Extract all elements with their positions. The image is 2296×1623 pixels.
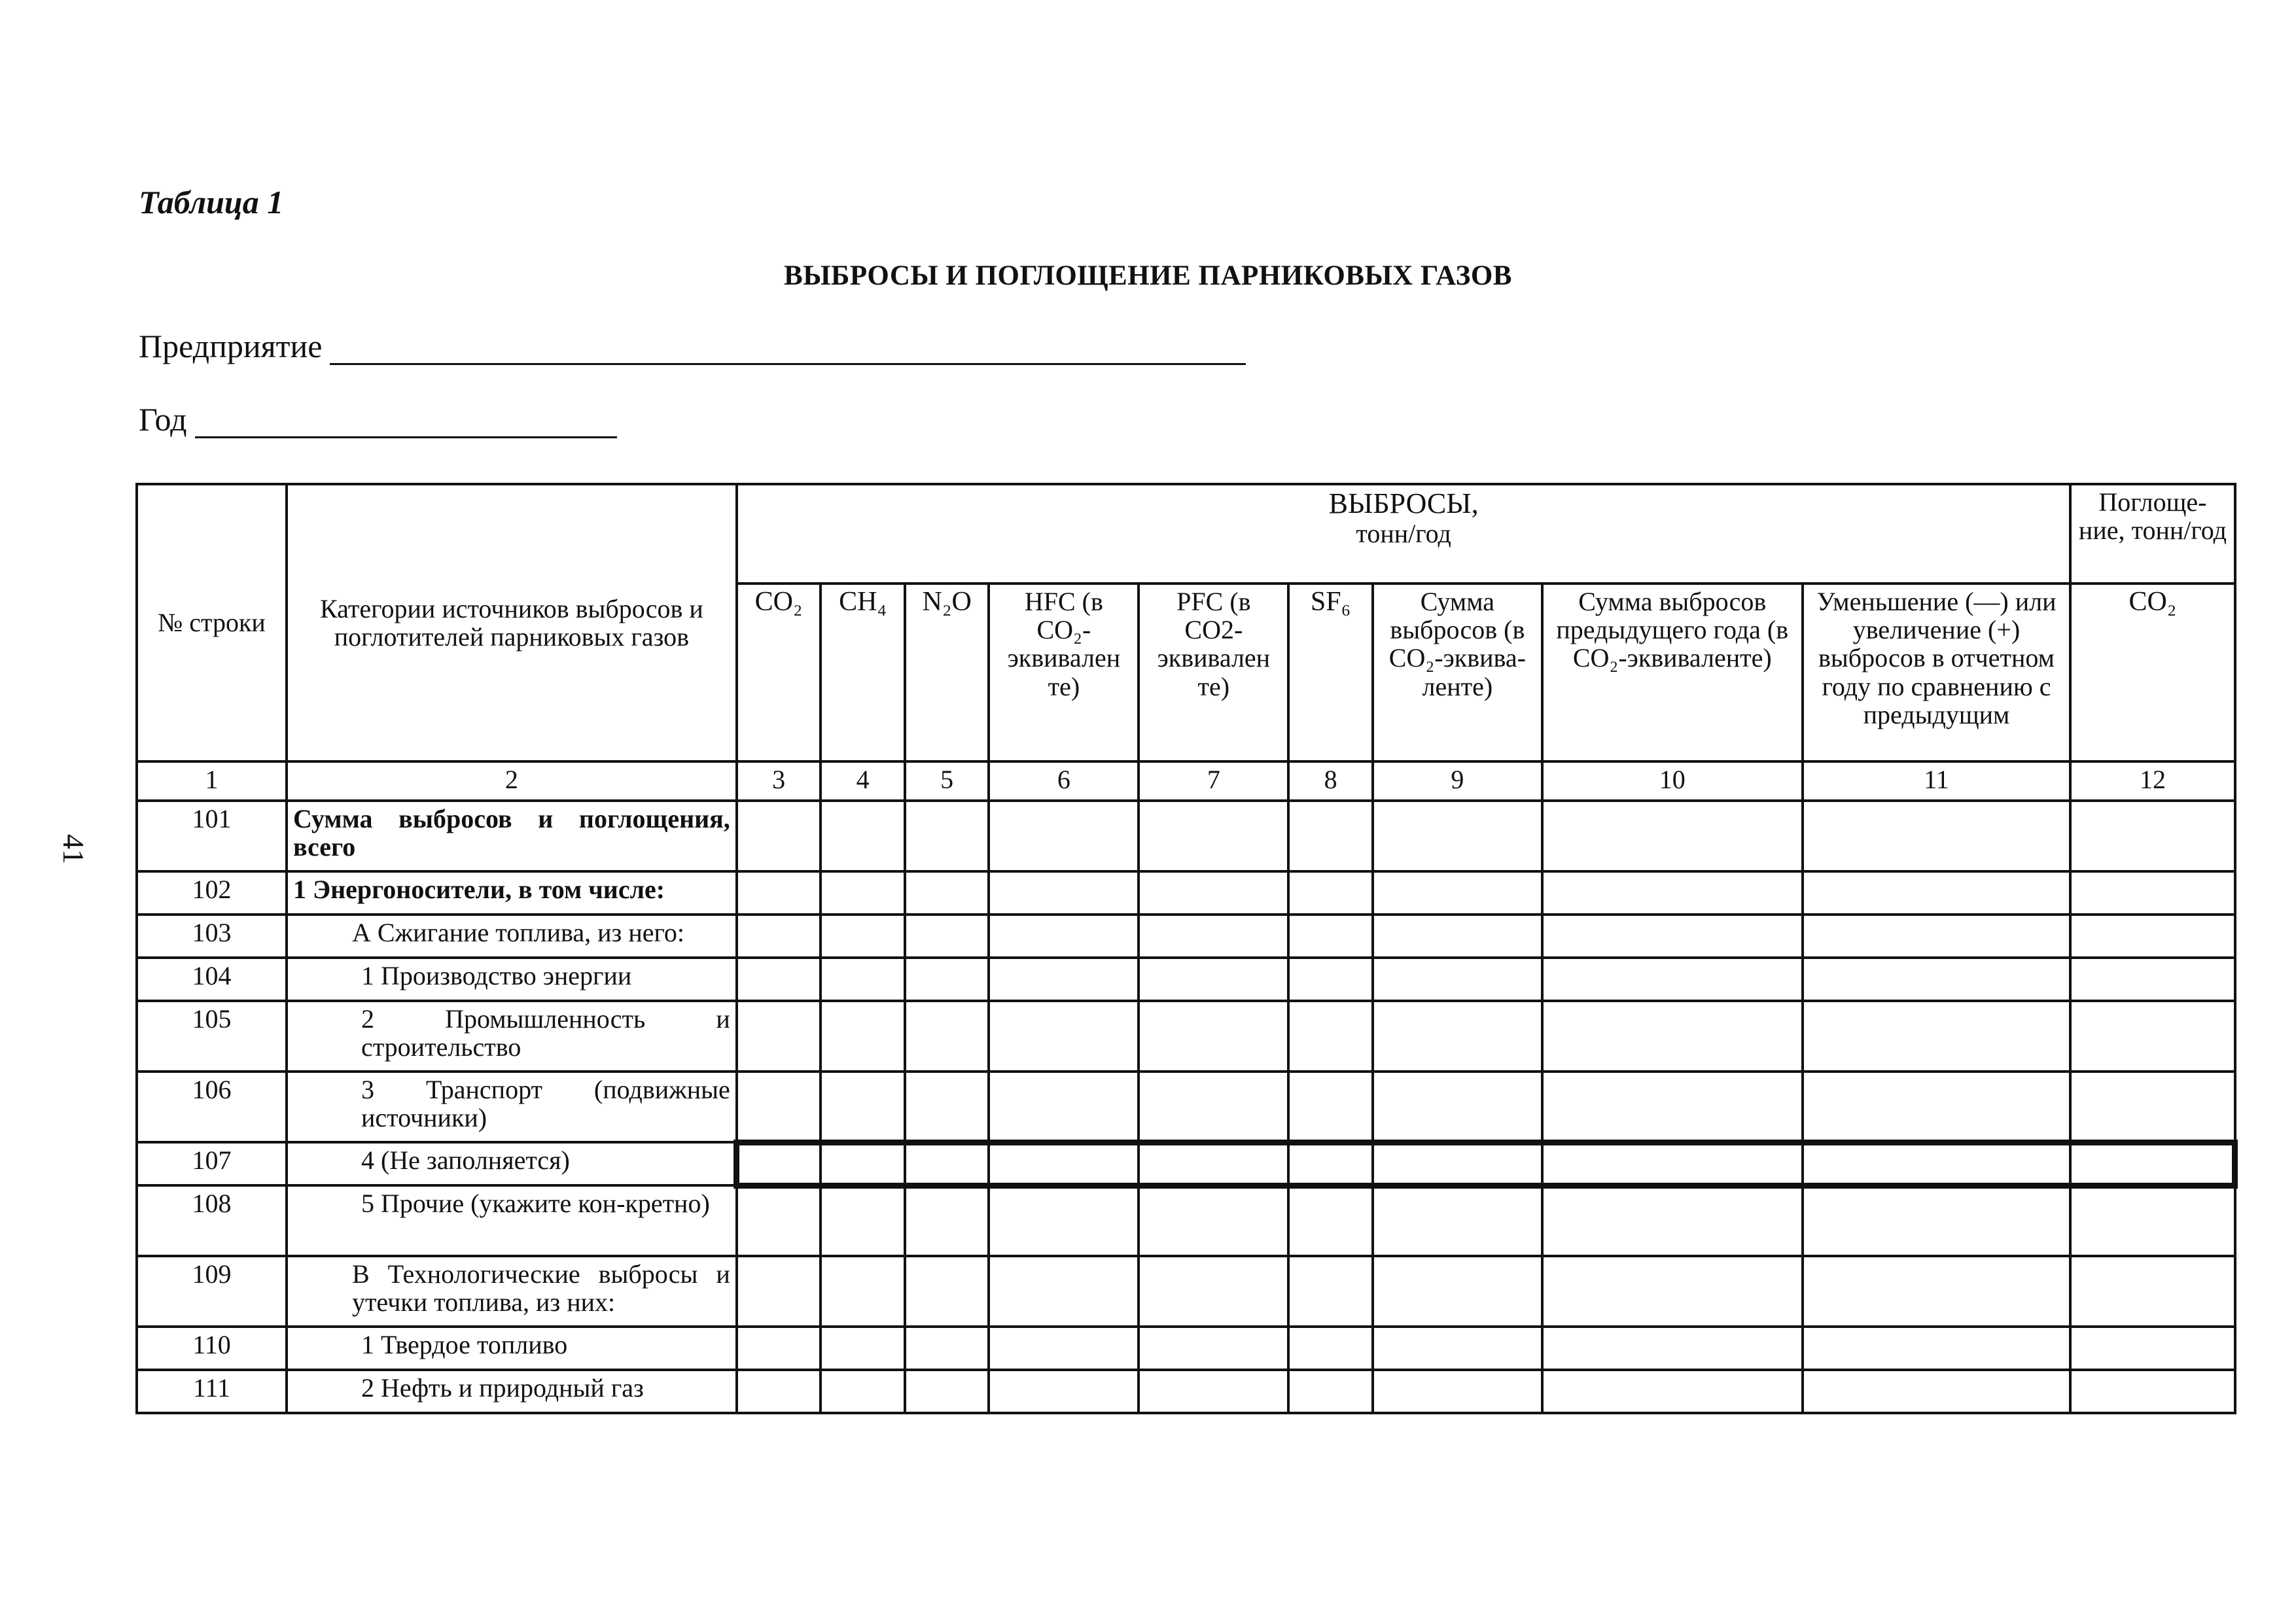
data-cell[interactable] [905,915,989,958]
data-cell[interactable] [1288,1185,1373,1256]
data-cell[interactable] [1288,1256,1373,1327]
data-cell[interactable] [1373,1001,1542,1072]
data-cell[interactable] [989,1001,1139,1072]
data-cell[interactable] [2070,958,2234,1001]
data-cell[interactable] [1373,1072,1542,1142]
data-cell[interactable] [2070,1142,2234,1185]
row-category: 2 Промышленность и строительство [287,1001,737,1072]
row-number: 103 [137,915,287,958]
data-cell[interactable] [989,1256,1139,1327]
enterprise-input-line[interactable] [330,332,1246,365]
data-cell[interactable] [905,1370,989,1413]
data-cell[interactable] [1373,1142,1542,1185]
col-number: 9 [1373,761,1542,801]
row-category: Сумма выбросов и поглощения, всего [287,801,737,871]
header-sf6: SF₆ [1288,584,1373,761]
data-cell[interactable] [905,871,989,915]
data-cell[interactable] [737,958,821,1001]
data-cell[interactable] [737,915,821,958]
data-cell[interactable] [1288,1142,1373,1185]
data-cell[interactable] [821,1142,905,1185]
table-row [137,1001,2235,1072]
table-row [137,801,2235,871]
data-cell[interactable] [821,915,905,958]
data-cell[interactable] [1803,1327,2071,1370]
data-cell[interactable] [989,871,1139,915]
data-cell[interactable] [1139,1072,1288,1142]
data-cell[interactable] [989,1370,1139,1413]
data-cell[interactable] [2070,1256,2234,1327]
row-category: А Сжигание топлива, из него: [287,915,737,958]
header-sum-prev: Сумма выбросов предыдущего года (в CO₂-эквиваленте) [1542,584,1803,761]
data-cell[interactable] [1373,1256,1542,1327]
data-cell[interactable] [821,871,905,915]
header-ch4: CH₄ [821,584,905,761]
row-category: 2 Нефть и природный газ [287,1370,737,1413]
col-number: 3 [737,761,821,801]
data-cell[interactable] [737,1072,821,1142]
data-cell[interactable] [821,1256,905,1327]
data-cell[interactable] [1288,1072,1373,1142]
header-categories: Категории источников выбросов и поглотителей парниковых газов [287,484,737,761]
data-cell[interactable] [2070,1370,2234,1413]
data-cell[interactable] [737,1256,821,1327]
emissions-table [135,483,2238,1414]
row-number: 109 [137,1256,287,1327]
row-number: 107 [137,1142,287,1185]
data-cell[interactable] [737,1185,821,1256]
header-co2: CO₂ [737,584,821,761]
data-cell[interactable] [1139,1001,1288,1072]
data-cell[interactable] [989,1185,1139,1256]
data-cell[interactable] [1139,915,1288,958]
header-absorb-co2: CO₂ [2070,584,2234,761]
table-row [137,871,2235,915]
data-cell[interactable] [737,1142,821,1185]
col-number: 8 [1288,761,1373,801]
row-category: 1 Производство энергии [287,958,737,1001]
data-cell[interactable] [905,801,989,871]
row-category: В Технологические выбросы и утечки топлива, из них: [287,1256,737,1327]
data-cell[interactable] [1542,1142,1803,1185]
row-number: 102 [137,871,287,915]
data-cell[interactable] [905,1142,989,1185]
data-cell[interactable] [2070,915,2234,958]
data-cell[interactable] [737,871,821,915]
data-cell[interactable] [821,1327,905,1370]
year-field[interactable] [139,400,617,438]
data-cell[interactable] [1803,1370,2071,1413]
data-cell[interactable] [2070,871,2234,915]
data-cell[interactable] [1803,801,2071,871]
col-number: 5 [905,761,989,801]
data-cell[interactable] [737,801,821,871]
row-number: 108 [137,1185,287,1256]
col-number: 1 [137,761,287,801]
row-number: 104 [137,958,287,1001]
data-cell[interactable] [1542,1327,1803,1370]
data-cell[interactable] [1542,1370,1803,1413]
row-number: 111 [137,1370,287,1413]
data-cell[interactable] [821,1370,905,1413]
table-row [137,958,2235,1001]
data-cell[interactable] [905,1072,989,1142]
data-cell[interactable] [821,801,905,871]
data-cell[interactable] [989,1142,1139,1185]
data-cell[interactable] [905,1185,989,1256]
data-cell[interactable] [737,1327,821,1370]
data-cell[interactable] [1288,1370,1373,1413]
table-row [137,1370,2235,1413]
col-number: 6 [989,761,1139,801]
data-cell[interactable] [1542,1072,1803,1142]
data-cell[interactable] [1803,1256,2071,1327]
data-cell[interactable] [1542,1001,1803,1072]
data-cell[interactable] [1542,915,1803,958]
header-emissions-title: ВЫБРОСЫ, [1328,487,1479,519]
data-cell[interactable] [1542,801,1803,871]
data-cell[interactable] [989,1327,1139,1370]
data-cell[interactable] [1373,1185,1542,1256]
data-cell[interactable] [2070,1185,2234,1256]
col-number: 4 [821,761,905,801]
data-cell[interactable] [737,1001,821,1072]
year-input-line[interactable] [195,405,617,438]
page-title: ВЫБРОСЫ И ПОГЛОЩЕНИЕ ПАРНИКОВЫХ ГАЗОВ [784,260,1512,291]
data-cell[interactable] [1139,1370,1288,1413]
data-cell[interactable] [1373,801,1542,871]
data-cell[interactable] [989,1072,1139,1142]
row-number: 101 [137,801,287,871]
data-cell[interactable] [737,1370,821,1413]
data-cell[interactable] [1373,871,1542,915]
data-cell[interactable] [1139,1142,1288,1185]
row-number: 110 [137,1327,287,1370]
data-cell[interactable] [1373,958,1542,1001]
row-number: 106 [137,1072,287,1142]
col-number: 7 [1139,761,1288,801]
col-number: 12 [2070,761,2234,801]
data-cell[interactable] [2070,1072,2234,1142]
header-change: Уменьшение (—) или увеличение (+) выбросов в отчетном году по сравнению с предыдущим [1803,584,2071,761]
row-category: 4 (Не заполняется) [287,1142,737,1185]
data-cell[interactable] [1373,1327,1542,1370]
data-cell[interactable] [1803,1072,2071,1142]
data-cell[interactable] [1288,1001,1373,1072]
data-cell[interactable] [989,958,1139,1001]
data-cell[interactable] [905,1327,989,1370]
data-cell[interactable] [1803,1001,2071,1072]
data-cell[interactable] [1803,1185,2071,1256]
table-row [137,1185,2235,1256]
data-cell[interactable] [821,958,905,1001]
row-category: 1 Энергоносители, в том числе: [287,871,737,915]
table-row [137,1327,2235,1370]
data-cell[interactable] [1803,1142,2071,1185]
data-cell[interactable] [905,1256,989,1327]
data-cell[interactable] [1803,871,2071,915]
row-number: 105 [137,1001,287,1072]
data-cell[interactable] [1139,1185,1288,1256]
header-emissions-unit: тонн/год [1356,518,1451,548]
data-cell[interactable] [989,801,1139,871]
col-number: 10 [1542,761,1803,801]
data-cell[interactable] [1288,915,1373,958]
header-pfc: PFC (в CO2-эквивален те) [1139,584,1288,761]
data-cell[interactable] [1542,1185,1803,1256]
data-cell[interactable] [905,1001,989,1072]
data-cell[interactable] [1139,958,1288,1001]
data-cell[interactable] [905,958,989,1001]
data-cell[interactable] [1288,871,1373,915]
enterprise-field[interactable] [139,327,1246,365]
page-number: 41 [57,834,90,864]
data-cell[interactable] [1288,801,1373,871]
data-cell[interactable] [989,915,1139,958]
data-cell[interactable] [1542,1256,1803,1327]
year-label: Год [139,401,187,438]
header-sum: Сумма выбросов (в CO₂-эквива-ленте) [1373,584,1542,761]
data-cell[interactable] [821,1072,905,1142]
data-cell[interactable] [1288,1327,1373,1370]
enterprise-label: Предприятие [139,328,323,364]
data-cell[interactable] [1373,915,1542,958]
data-cell[interactable] [1803,915,2071,958]
data-cell[interactable] [1542,958,1803,1001]
col-number: 2 [287,761,737,801]
table-row [137,1142,2235,1185]
data-cell[interactable] [2070,1327,2234,1370]
table-row [137,1256,2235,1327]
data-cell[interactable] [1288,958,1373,1001]
data-cell[interactable] [1139,1256,1288,1327]
data-cell[interactable] [1139,871,1288,915]
header-n2o: N₂O [905,584,989,761]
data-cell[interactable] [1373,1370,1542,1413]
col-number: 11 [1803,761,2071,801]
data-cell[interactable] [821,1185,905,1256]
data-cell[interactable] [2070,801,2234,871]
table-row [137,1072,2235,1142]
data-cell[interactable] [1139,1327,1288,1370]
table-row [137,915,2235,958]
header-emissions-group [737,484,2071,584]
data-cell[interactable] [1139,801,1288,871]
row-category: 3 Транспорт (подвижные источники) [287,1072,737,1142]
row-category: 1 Твердое топливо [287,1327,737,1370]
data-cell[interactable] [1542,871,1803,915]
data-cell[interactable] [1803,958,2071,1001]
row-category: 5 Прочие (укажите кон-кретно) [287,1185,737,1256]
header-row-no: № строки [137,484,287,761]
header-absorption-group: Поглоще-ние, тонн/год [2070,484,2234,584]
table-label: Таблица 1 [139,184,284,220]
data-cell[interactable] [821,1001,905,1072]
header-hfc: HFC (в CO₂-эквивален те) [989,584,1139,761]
data-cell[interactable] [2070,1001,2234,1072]
